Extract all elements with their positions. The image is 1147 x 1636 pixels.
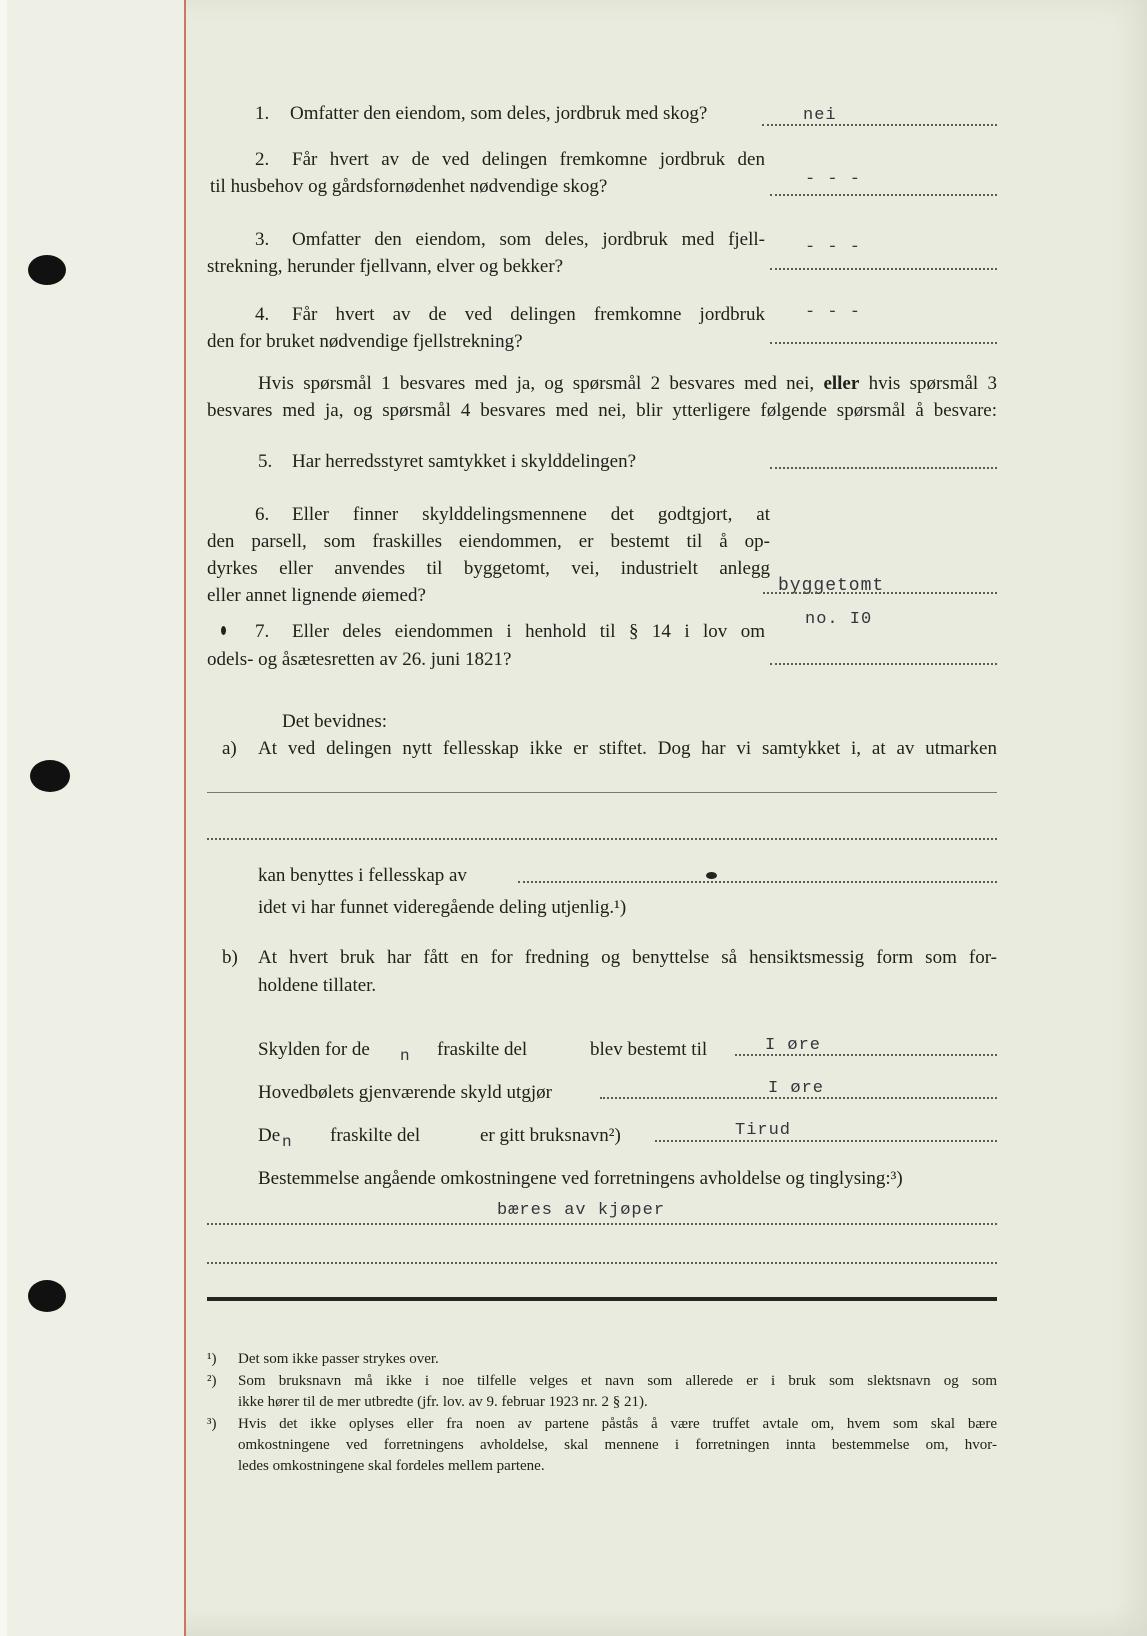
q4-answer: - - - (805, 303, 862, 322)
q3-text-line2: strekning, herunder fjellvann, elver og bekker? (207, 256, 564, 277)
footnote3-line1: Hvis det ikke oplyses eller fra noen av partene påstås å være truffet avtale om, hvem som skal bære (238, 1416, 997, 1432)
blank-line-dotted-2 (207, 1262, 997, 1264)
shared-use-line (518, 881, 997, 883)
footnote2-line1: Som bruksnavn må ikke i noe tilfelle velges et navn som allerede er i bruk som slektsnavn og som (238, 1373, 997, 1389)
q2-answer-line (770, 194, 997, 196)
q2-number: 2. (255, 149, 270, 170)
skyld-row1-pre: Skylden for de (258, 1039, 370, 1060)
q6-text-line3: dyrkes eller anvendes til byggetomt, vei, industrielt anlegg (207, 558, 770, 579)
q1-answer-line (762, 124, 997, 126)
blank-line-solid (207, 792, 997, 793)
punch-hole-bottom (28, 1280, 66, 1312)
intro-line2: besvares med ja, og spørsmål 4 besvares med nei, blir ytterligere følgende spørsmål å besvare: (207, 400, 997, 421)
intro-line1-part1: Hvis spørsmål 1 besvares med ja, og spørsmål 2 besvares med nei, (258, 373, 824, 394)
intro-line1-bold: eller (823, 373, 860, 394)
q5-number: 5. (258, 451, 273, 472)
q6-answer-1: byggetomt (778, 576, 885, 596)
unsuitable-text: idet vi har funnet videregående deling utjenlig.¹) (258, 897, 627, 918)
q6-text-line4: eller annet lignende øiemed? (207, 585, 426, 606)
q1-number: 1. (255, 103, 270, 124)
q2-answer: - - - (805, 170, 862, 189)
footnote3-line3: ledes omkostningene skal fordeles mellem partene. (238, 1458, 545, 1474)
q3-answer: - - - (805, 238, 862, 257)
q4-number: 4. (255, 304, 270, 325)
costs-answer-line (207, 1223, 997, 1225)
skyld-row3-post: er gitt bruksnavn²) (480, 1125, 621, 1146)
q6-number: 6. (255, 504, 270, 525)
footnote2-ref: ²) (207, 1373, 217, 1389)
paper-left-edge (0, 0, 7, 1636)
ink-mark (221, 626, 226, 635)
footnote1-ref: ¹) (207, 1351, 217, 1367)
q7-number: 7. (255, 621, 270, 642)
skyld-row1-mid: fraskilte del (437, 1039, 528, 1060)
costs-text: Bestemmelse angående omkostningene ved forretningens avholdelse og tinglysing:³) (258, 1168, 903, 1189)
intro-line1 (258, 372, 997, 396)
skyld-row1-post: blev bestemt til (590, 1039, 708, 1060)
skyld-row1-answer: I øre (765, 1036, 822, 1055)
attest-b-line1: At hvert bruk har fått en for fredning og benyttelse så hensiktsmessig form som for- (258, 947, 997, 968)
punch-hole-top (28, 255, 66, 285)
q1-text: Omfatter den eiendom, som deles, jordbruk med skog? (290, 103, 708, 124)
q4-answer-line (770, 342, 997, 344)
shared-use-text: kan benyttes i fellesskap av (258, 865, 467, 886)
q4-text-line1: Får hvert av de ved delingen fremkomne jordbruk (292, 304, 765, 325)
q3-answer-line (770, 268, 997, 270)
q6-text-line1: Eller finner skylddelingsmennene det godtgjort, at (292, 504, 770, 525)
q3-number: 3. (255, 229, 270, 250)
q5-answer-line (770, 467, 997, 469)
skyld-row1-sub: n (400, 1047, 411, 1065)
punch-hole-middle (30, 760, 70, 792)
attest-b-label: b) (222, 947, 238, 968)
q6-text-line2: den parsell, som fraskilles eiendommen, er bestemt til å op- (207, 531, 770, 552)
ink-mark (706, 872, 717, 879)
attest-heading: Det bevidnes: (282, 711, 388, 732)
footnote-separator-rule (207, 1297, 997, 1301)
q2-text-line1: Får hvert av de ved delingen fremkomne jordbruk den (292, 149, 765, 170)
q7-text-line1: Eller deles eiendommen i henhold til § 14 i lov om (292, 621, 765, 642)
skyld-row3-mid: fraskilte del (330, 1125, 421, 1146)
left-margin-strip (0, 0, 184, 1636)
skyld-row3-line (655, 1140, 997, 1142)
q6-answer-line (763, 592, 997, 594)
footnote3-ref: ³) (207, 1416, 217, 1432)
skyld-row2-text: Hovedbølets gjenværende skyld utgjør (258, 1082, 552, 1103)
intro-line1-part2: hvis spørsmål 3 (859, 373, 997, 394)
q7-text-line2: odels- og åsætesretten av 26. juni 1821? (207, 649, 512, 670)
footnote3-line2: omkostningene ved forretningens avholdelse, skal mennene i forretningen innta bestemmelse om, hvor- (238, 1437, 997, 1453)
red-margin-line (184, 0, 186, 1636)
attest-b-line2: holdene tillater. (258, 975, 377, 996)
blank-line-dotted (207, 838, 997, 840)
attest-a-label: a) (222, 738, 237, 759)
skyld-row3-sub: n (282, 1133, 293, 1151)
attest-a-text: At ved delingen nytt fellesskap ikke er stiftet. Dog har vi samtykket i, at av utmarken (258, 738, 997, 759)
q4-text-line2: den for bruket nødvendige fjellstrekning? (207, 331, 523, 352)
q6-answer-2: no. I0 (805, 610, 873, 629)
skyld-row3-answer: Tirud (735, 1121, 792, 1140)
q7-answer-line (770, 663, 997, 665)
costs-answer: bæres av kjøper (497, 1201, 666, 1220)
footnote2-line2: ikke hører til de mer utbredte (jfr. lov. av 9. februar 1923 nr. 2 § 21). (238, 1394, 648, 1410)
q5-text: Har herredsstyret samtykket i skylddelingen? (292, 451, 637, 472)
q3-text-line1: Omfatter den eiendom, som deles, jordbruk med fjell- (292, 229, 765, 250)
footnote1-text: Det som ikke passer strykes over. (238, 1351, 439, 1367)
skyld-row2-answer: I øre (768, 1079, 825, 1098)
skyld-row3-pre: De (258, 1125, 281, 1146)
q1-answer: nei (803, 106, 837, 125)
q2-text-line2: til husbehov og gårdsfornødenhet nødvendige skog? (210, 176, 608, 197)
